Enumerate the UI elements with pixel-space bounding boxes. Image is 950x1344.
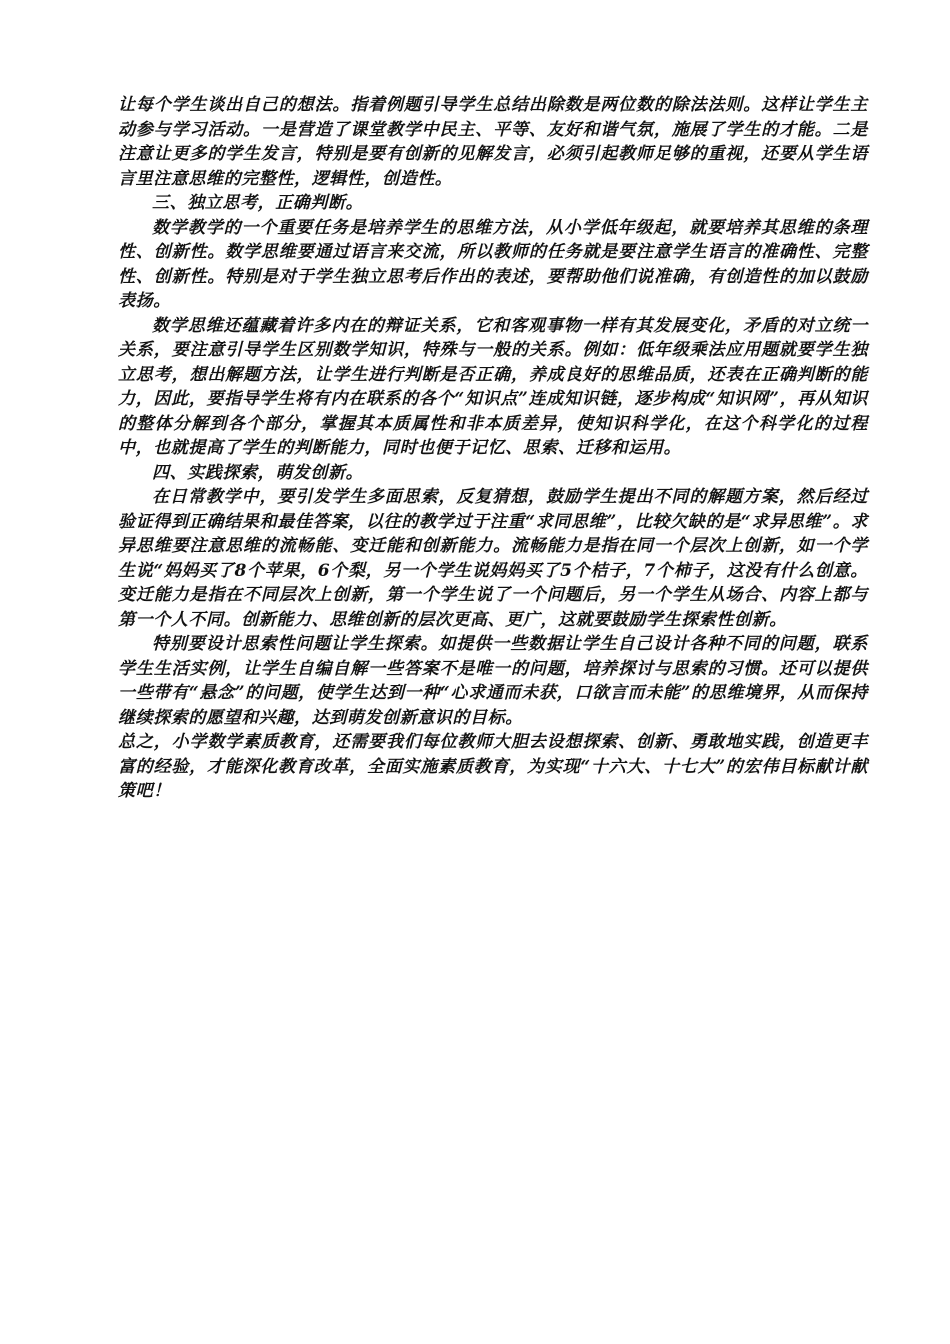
paragraph: 在日常教学中，要引发学生多面思索，反复猜想，鼓励学生提出不同的解题方案，然后经过验证得到正确结果和最佳答案，以往的教学过于注重“求同思维”，比较欠缺的是“求异思维”。求异思维要注意思维的流畅能、变迁能和创新能力。流畅能力是指在同一个层次上创新，如一个学生说“妈妈买了8个苹果，6个梨，另一个学生说妈妈买了5个桔子，7个柿子，这没有什么创意。变迁能力是指在不同层次上创新，第一个学生说了一个问题后，另一个学生从场合、内容上都与第一个人不同。创新能力、思维创新的层次更高、更广，这就要鼓励学生探索性创新。 — [118, 487, 868, 630]
paragraph: 数学思维还蕴藏着许多内在的辩证关系，它和客观事物一样有其发展变化，矛盾的对立统一关系，要注意引导学生区别数学知识，特殊与一般的关系。例如：低年级乘法应用题就要学生独立思考，想出解题方法，让学生进行判断是否正确，养成良好的思维品质，还表在正确判断的能力，因此，要指导学生将有内在联系的各个“知识点”连成知识链，逐步构成“知识网”，再从知识的整体分解到各个部分，掌握其本质属性和非本质差异，使知识科学化，在这个科学化的过程中，也就提高了学生的判断能力，同时也便于记忆、思索、迁移和运用。 — [118, 315, 868, 458]
paragraph: 特别要设计思索性问题让学生探索。如提供一些数据让学生自己设计各种不同的问题，联系学生生活实例，让学生自编自解一些答案不是唯一的问题，培养探讨与思索的习惯。还可以提供一些带有“悬念”的问题，使学生达到一种“心求通而未获，口欲言而未能”的思维境界，从而保持继续探索的愿望和兴趣，达到萌发创新意识的目标。 — [118, 634, 868, 728]
paragraph-continuation: 让每个学生谈出自己的想法。指着例题引导学生总结出除数是两位数的除法法则。这样让学生主动参与学习活动。一是营造了课堂教学中民主、平等、友好和谐气氛，施展了学生的才能。二是注意让更多的学生发言，特别是要有创新的见解发言，必须引起教师足够的重视，还要从学生语言里注意思维的完整性，逻辑性，创造性。 — [118, 95, 868, 189]
section-heading-4: 四、实践探索，萌发创新。 — [152, 462, 364, 483]
paragraph: 数学教学的一个重要任务是培养学生的思维方法，从小学低年级起，就要培养其思维的条理性、创新性。数学思维要通过语言来交流，所以教师的任务就是要注意学生语言的准确性、完整性、创新性。特别是对于学生独立思考后作出的表述，要帮助他们说准确，有创造性的加以鼓励表扬。 — [118, 217, 868, 311]
conclusion-paragraph: 总之，小学数学素质教育，还需要我们每位教师大胆去设想探索、创新、勇敢地实践，创造更丰富的经验，才能深化教育改革，全面实施素质教育，为实现“十六大、十七大”的宏伟目标献计献策吧！ — [118, 732, 868, 801]
document-body — [118, 93, 868, 804]
section-heading-3: 三、独立思考，正确判断。 — [152, 193, 364, 213]
